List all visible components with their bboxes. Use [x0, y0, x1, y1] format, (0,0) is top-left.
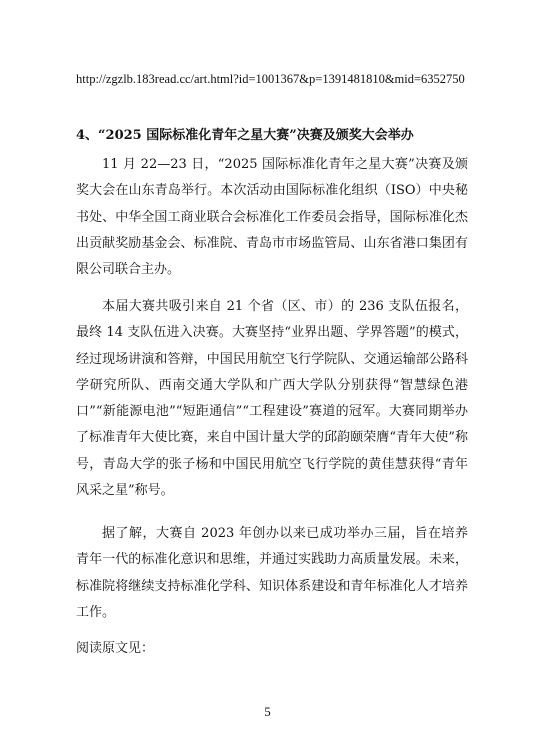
read-original-label: 阅读原文见：: [76, 641, 155, 656]
source-url[interactable]: http://zgzlb.183read.cc/art.html?id=1001367&p=1391481810&mid=6352750: [76, 72, 465, 86]
paragraph-3: 据了解，大赛自 2023 年创办以来已成功举办三届，旨在培养青年一代的标准化意识和思维，并通过实践助力高质量发展。未来，标准院将继续支持标准化学科、知识体系建设和青年标准化人才培养工作。: [76, 526, 468, 620]
page-number: 5: [264, 704, 271, 719]
section-heading: 4、“2025 国际标准化青年之星大赛”决赛及颁奖大会举办: [76, 128, 414, 143]
paragraph-2: 本届大赛共吸引来自 21 个省（区、市）的 236 支队伍报名，最终 14 支队伍进入决赛。大赛坚持“业界出题、学界答题”的模式，经过现场讲演和答辩，中国民用航空飞行学院队、交通运输部公路科学研究所队、西南交通大学队和广西大学队分别获得“智慧绿色港口”“新能源电池”“短距通信”“工程建设”赛道的冠军。大赛同期举办了标准青年大使比赛，来自中国计量大学的邱韵颐荣膺“青年大使”称号，青岛大学的张子杨和中国民用航空飞行学院的黄佳慧获得“青年风采之星”称号。: [76, 299, 468, 499]
paragraph-1: 11 月 22—23 日，“2025 国际标准化青年之星大赛”决赛及颁奖大会在山东青岛举行。本次活动由国际标准化组织（ISO）中央秘书处、中华全国工商业联合会标准化工作委员会指导，国际标准化杰出贡献奖励基金会、标准院、青岛市市场监管局、山东省港口集团有限公司联合主办。: [76, 157, 468, 278]
